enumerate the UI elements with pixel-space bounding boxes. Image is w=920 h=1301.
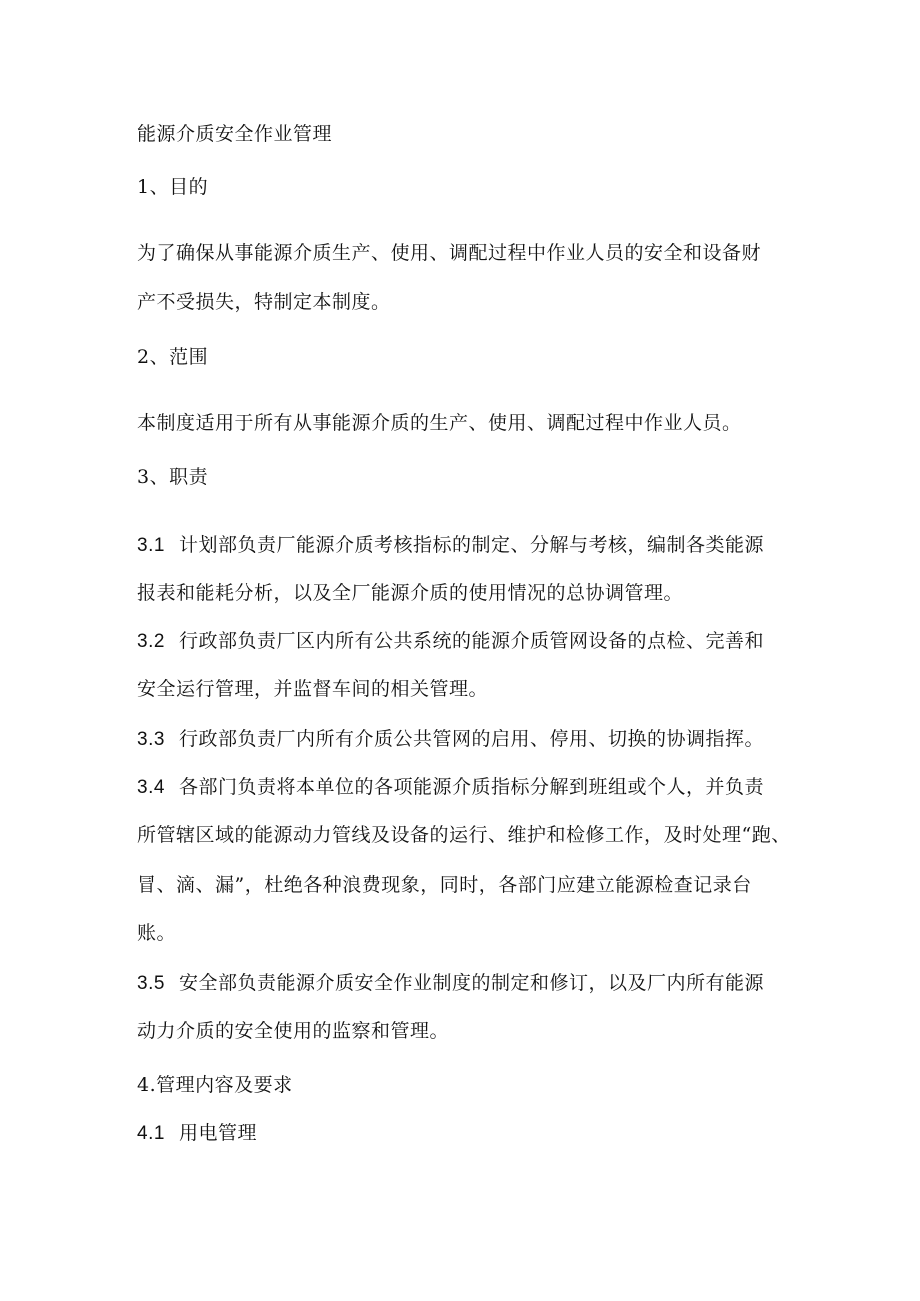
duty-number: 3.2 (137, 631, 165, 652)
duty-item-3-1 (137, 533, 797, 558)
duty-text-line: 报表和能耗分析，以及全厂能源介质的使用情况的总协调管理。 (137, 582, 684, 604)
subsection-number: 4.1 (137, 1123, 165, 1144)
duty-text-line: 计划部负责厂能源介质考核指标的制定、分解与考核，编制各类能源 (179, 534, 765, 556)
duty-text-line: 安全部负责能源介质安全作业制度的制定和修订，以及厂内所有能源 (179, 972, 765, 994)
duty-number: 3.4 (137, 777, 165, 798)
duty-text-line: 动力介质的安全使用的监察和管理。 (137, 1020, 450, 1042)
duty-number: 3.1 (137, 535, 165, 556)
duty-item-3-4 (137, 775, 797, 800)
subsection-heading-4-1 (137, 1121, 797, 1146)
duty-item-3-5 (137, 971, 797, 996)
duty-text-line: 各部门负责将本单位的各项能源介质指标分解到班组或个人，并负责 (179, 776, 765, 798)
duty-text-line: 账。 (137, 922, 177, 944)
duty-item-3-3 (137, 727, 797, 752)
scope-text-line: 本制度适用于所有从事能源介质的生产、使用、调配过程中作业人员。 (137, 412, 742, 434)
duty-number: 3.5 (137, 973, 165, 994)
section-heading-purpose: 1、目的 (137, 176, 209, 198)
duty-text-line: 行政部负责厂内所有介质公共管网的启用、停用、切换的协调指挥。 (179, 728, 765, 750)
duty-text-line: 行政部负责厂区内所有公共系统的能源介质管网设备的点检、完善和 (179, 630, 765, 652)
duty-number: 3.3 (137, 729, 165, 750)
section-heading-management: 4.管理内容及要求 (137, 1074, 293, 1096)
purpose-text-line: 产不受损失，特制定本制度。 (137, 291, 391, 313)
subsection-title: 用电管理 (179, 1122, 258, 1144)
duty-item-3-2 (137, 629, 797, 654)
section-heading-scope: 2、范围 (137, 346, 209, 368)
section-heading-duties: 3、职责 (137, 466, 209, 488)
duty-text-line: 安全运行管理，并监督车间的相关管理。 (137, 678, 489, 700)
document-title: 能源介质安全作业管理 (137, 123, 333, 145)
duty-text-line: 所管辖区域的能源动力管线及设备的运行、维护和检修工作，及时处理“跑、 (137, 824, 791, 846)
purpose-text-line: 为了确保从事能源介质生产、使用、调配过程中作业人员的安全和设备财 (137, 242, 762, 264)
duty-text-line: 冒、滴、漏”，杜绝各种浪费现象，同时，各部门应建立能源检查记录台 (137, 874, 752, 896)
